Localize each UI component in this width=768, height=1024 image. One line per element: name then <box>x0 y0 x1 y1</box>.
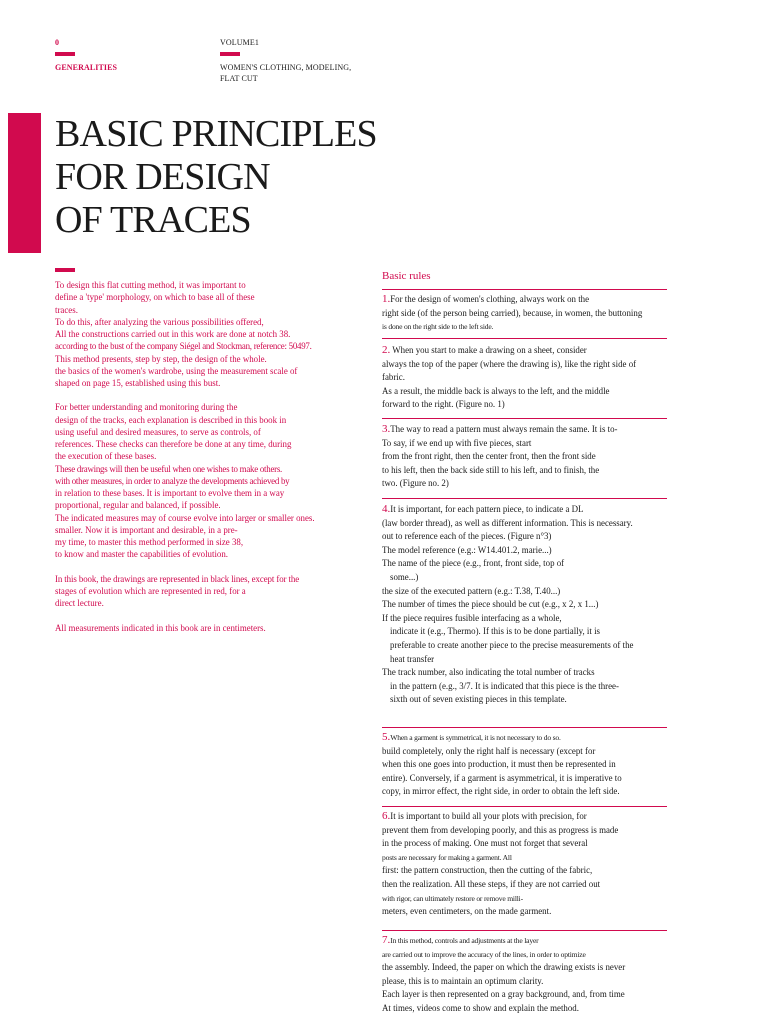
rule-line: It is important to build all your plots with precision, for <box>390 811 587 821</box>
rule-line: The way to read a pattern must always remain the same. It is to- <box>390 424 618 434</box>
rule-number: 6. <box>382 810 391 822</box>
rule-line: heat transfer <box>390 653 435 664</box>
intro-line: smaller. Now it is important and desirable, in a pre- <box>55 524 238 535</box>
paragraph-gap <box>55 389 360 401</box>
intro-line: shaped on page 15, established using this bust. <box>55 378 221 388</box>
intro-text <box>55 279 360 634</box>
section-label: GENERALITIES <box>55 63 118 72</box>
paragraph-gap <box>55 610 360 622</box>
rule-divider <box>382 806 667 807</box>
subtitle-line2: FLAT CUT <box>220 74 258 83</box>
rule-line: is done on the right side to the left side. <box>382 322 494 332</box>
rule-line: in the process of making. One must not forget that several <box>382 838 588 849</box>
intro-line: according to the bust of the company Siégel and Stockman, reference: 50497. <box>55 341 312 352</box>
rule-line: please, this is to maintain an optimum clarity. <box>382 975 544 986</box>
rule-number: 7. <box>382 934 391 946</box>
intro-line: my time, to master this method performed in size 38, <box>55 537 244 548</box>
intro-line: To do this, after analyzing the various possibilities offered, <box>55 316 264 327</box>
rule-line: meters, even centimeters, on the made garment. <box>382 906 552 917</box>
rule-line: are carried out to improve the accuracy of the lines, in order to optimize <box>382 949 586 959</box>
accent-bar <box>55 268 75 272</box>
rule-1 <box>382 293 660 334</box>
intro-line: To design this flat cutting method, it was important to <box>55 280 246 290</box>
rule-line: The track number, also indicating the total number of tracks <box>382 667 595 678</box>
rule-line: The name of the piece (e.g., front, front side, top of <box>382 558 565 569</box>
rule-line: When you start to make a drawing on a sheet, consider <box>390 345 587 355</box>
rule-line: In this method, controls and adjustments at the layer <box>390 936 539 945</box>
intro-line: This method presents, step by step, the design of the whole. <box>55 353 267 364</box>
intro-line: The indicated measures may of course evolve into larger or smaller ones. <box>55 512 315 523</box>
intro-line: to know and master the capabilities of evolution. <box>55 549 229 560</box>
rule-5 <box>382 731 660 799</box>
rule-line: from the front right, then the center front, then the front side <box>382 451 596 462</box>
rule-number: 1. <box>382 293 391 305</box>
rule-number: 5. <box>382 731 391 743</box>
accent-bar <box>220 52 240 56</box>
rule-line: At times, videos come to show and explain the method. <box>382 1002 579 1013</box>
rule-line: build completely, only the right half is necessary (except for <box>382 745 596 756</box>
rule-line: sixth out of seven existing pieces in this template. <box>390 694 567 705</box>
rule-number: 3. <box>382 423 391 435</box>
rule-line: right side (of the person being carried), because, in women, the buttoning <box>382 307 643 318</box>
intro-line: with other measures, in order to analyze the developments achieved by <box>55 475 290 486</box>
intro-line: In this book, the drawings are represented in black lines, except for the <box>55 573 300 584</box>
rule-line: some...) <box>390 571 419 582</box>
intro-line: design of the tracks, each explanation is described in this book in <box>55 414 287 425</box>
rule-divider <box>382 338 667 339</box>
rule-number: 4. <box>382 503 391 515</box>
intro-line: using useful and desired measures, to serve as controls, of <box>55 426 261 437</box>
rule-line: with rigor, can ultimately restore or remove milli- <box>382 893 523 903</box>
title-side-bar <box>8 113 41 253</box>
rule-line: It is important, for each pattern piece, to indicate a DL <box>390 504 584 514</box>
accent-bar <box>55 52 75 56</box>
rule-line: two. (Figure no. 2) <box>382 478 449 489</box>
page-title <box>55 113 377 242</box>
intro-line: proportional, regular and balanced, if possible. <box>55 500 221 511</box>
rule-line: in the pattern (e.g., 3/7. It is indicated that this piece is the three- <box>390 680 619 691</box>
rule-line: When a garment is symmetrical, it is not necessary to do so. <box>390 733 561 742</box>
rule-7 <box>382 934 660 1016</box>
title-line3: OF TRACES <box>55 199 251 241</box>
rule-line: If the piece requires fusible interfacing as a whole, <box>382 612 562 623</box>
rule-3 <box>382 423 660 491</box>
rule-line: For the design of women's clothing, always work on the <box>390 294 590 304</box>
rule-line: fabric. <box>382 372 405 383</box>
intro-line: For better understanding and monitoring during the <box>55 402 238 413</box>
rule-divider <box>382 498 667 499</box>
intro-line: stages of evolution which are represented in red, for a <box>55 586 246 597</box>
intro-line: in relation to these bases. It is important to evolve them in a way <box>55 488 285 499</box>
rule-number: 2. <box>382 344 391 356</box>
rule-line: posts are necessary for making a garment. All <box>382 852 512 862</box>
rule-divider <box>382 418 667 419</box>
rule-divider <box>382 289 667 290</box>
volume-label: VOLUME1 <box>220 38 259 47</box>
rule-divider <box>382 727 667 728</box>
rule-2 <box>382 344 660 412</box>
rule-line: entire). Conversely, if a garment is asymmetrical, it is imperative to <box>382 772 622 783</box>
rule-line: when this one goes into production, it must then be represented in <box>382 759 616 770</box>
intro-line: references. These checks can therefore be done at any time, during <box>55 439 292 450</box>
rule-line: Each layer is then represented on a gray background, and, from time <box>382 989 625 1000</box>
rule-line: indicate it (e.g., Thermo). If this is to be done partially, it is <box>390 626 600 637</box>
rule-line: the size of the executed pattern (e.g.: T.38, T.40...) <box>382 585 561 596</box>
title-line1: BASIC PRINCIPLES <box>55 113 377 155</box>
intro-line: define a 'type' morphology, on which to base all of these <box>55 292 255 303</box>
subtitle-line1: WOMEN'S CLOTHING, MODELING, <box>220 63 352 72</box>
rule-line: forward to the right. (Figure no. 1) <box>382 399 505 410</box>
rule-line: first: the pattern construction, then the cutting of the fabric, <box>382 865 593 876</box>
rule-line: To say, if we end up with five pieces, start <box>382 437 532 448</box>
rule-line: the assembly. Indeed, the paper on which the drawing exists is never <box>382 962 626 973</box>
title-line2: FOR DESIGN <box>55 156 270 198</box>
paragraph-gap <box>55 561 360 573</box>
rule-line: out to reference each of the pieces. (Figure n°3) <box>382 531 552 542</box>
page-number: 0 <box>55 38 60 47</box>
intro-line: All measurements indicated in this book are in centimeters. <box>55 622 266 633</box>
rule-line: copy, in mirror effect, the right side, in order to obtain the left side. <box>382 786 620 797</box>
intro-line: the execution of these bases. <box>55 451 157 462</box>
rule-line: preferable to create another piece to the precise measurements of the <box>390 639 634 650</box>
intro-line: direct lecture. <box>55 598 104 609</box>
rule-line: As a result, the middle back is always to the left, and the middle <box>382 385 610 396</box>
basic-rules-heading: Basic rules <box>382 270 431 282</box>
intro-line: These drawings will then be useful when one wishes to make others. <box>55 463 283 474</box>
rule-line: to his left, then the back side still to his left, and to finish, the <box>382 464 600 475</box>
rule-4 <box>382 503 660 707</box>
rule-line: The model reference (e.g.: W14.401.2, marie...) <box>382 544 552 555</box>
rule-line: prevent them from developing poorly, and this as progress is made <box>382 824 619 835</box>
intro-line: All the constructions carried out in this work are done at notch 38. <box>55 329 291 339</box>
rule-line: always the top of the paper (where the drawing is), like the right side of <box>382 358 637 369</box>
intro-line: traces. <box>55 304 78 315</box>
rule-line: (law border thread), as well as different information. This is necessary. <box>382 517 633 528</box>
rule-6 <box>382 810 660 919</box>
rule-line: The number of times the piece should be cut (e.g., x 2, x 1...) <box>382 599 599 610</box>
rule-line: then the realization. All these steps, if they are not carried out <box>382 878 601 889</box>
rule-divider <box>382 930 667 931</box>
intro-line: the basics of the women's wardrobe, using the measurement scale of <box>55 365 298 376</box>
